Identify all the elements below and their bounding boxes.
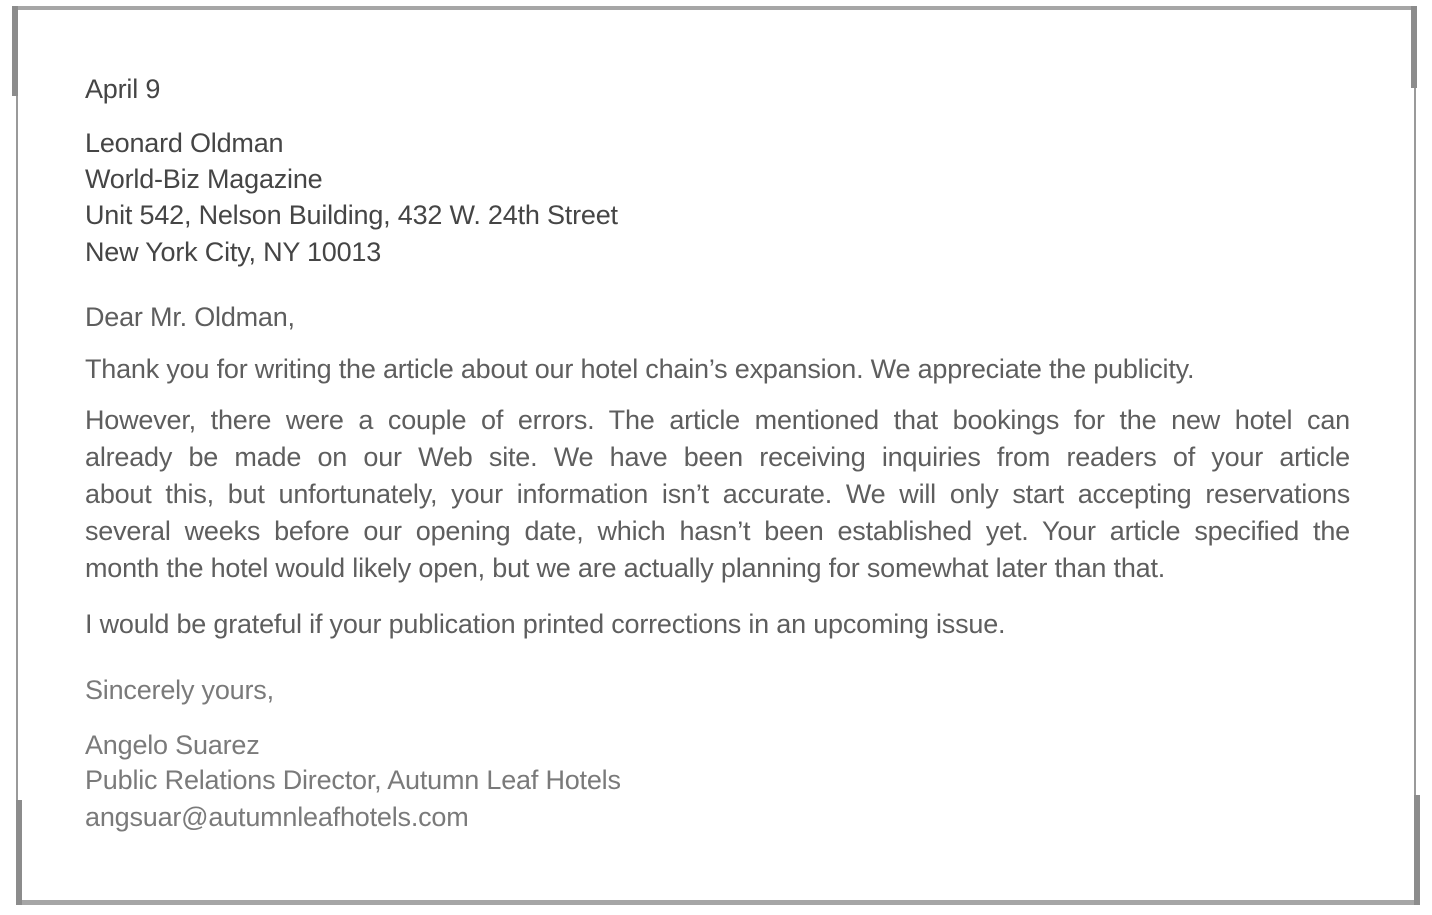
closing: Sincerely yours,: [85, 675, 274, 705]
paragraph-2-line: However, there were a couple of errors. The article mentioned that bookings for the new hotel can: [85, 405, 1350, 435]
paragraph-2: [85, 402, 1350, 587]
signature-title: Public Relations Director, Autumn Leaf Hotels: [85, 765, 621, 795]
recipient-company: World-Biz Magazine: [85, 164, 323, 194]
letter-date: April 9: [85, 74, 161, 104]
paragraph-1: Thank you for writing the article about our hotel chain’s expansion. We appreciate the publicity.: [85, 354, 1195, 384]
frame-corner-bottom-left: [16, 800, 22, 905]
salutation: Dear Mr. Oldman,: [85, 302, 295, 332]
paragraph-2-line: month the hotel would likely open, but we are actually planning for somewhat later than that.: [85, 553, 1166, 583]
frame-corner-bottom-right: [1414, 795, 1420, 905]
paragraph-2-line: several weeks before our opening date, which hasn’t been established yet. Your article specified the: [85, 516, 1350, 546]
recipient-name: Leonard Oldman: [85, 128, 284, 158]
frame-corner-top-right: [1411, 6, 1417, 88]
paragraph-2-line: already be made on our Web site. We have been receiving inquiries from readers of your article: [85, 442, 1350, 472]
recipient-address-line2: New York City, NY 10013: [85, 237, 382, 267]
frame-corner-top-left: [12, 6, 18, 96]
paragraph-2-line: about this, but unfortunately, your information isn’t accurate. We will only start accepting reservations: [85, 479, 1350, 509]
signature-name: Angelo Suarez: [85, 730, 260, 760]
signature-email: angsuar@autumnleafhotels.com: [85, 802, 469, 832]
paragraph-3: I would be grateful if your publication printed corrections in an upcoming issue.: [85, 609, 1006, 639]
recipient-address-line1: Unit 542, Nelson Building, 432 W. 24th Street: [85, 200, 618, 230]
